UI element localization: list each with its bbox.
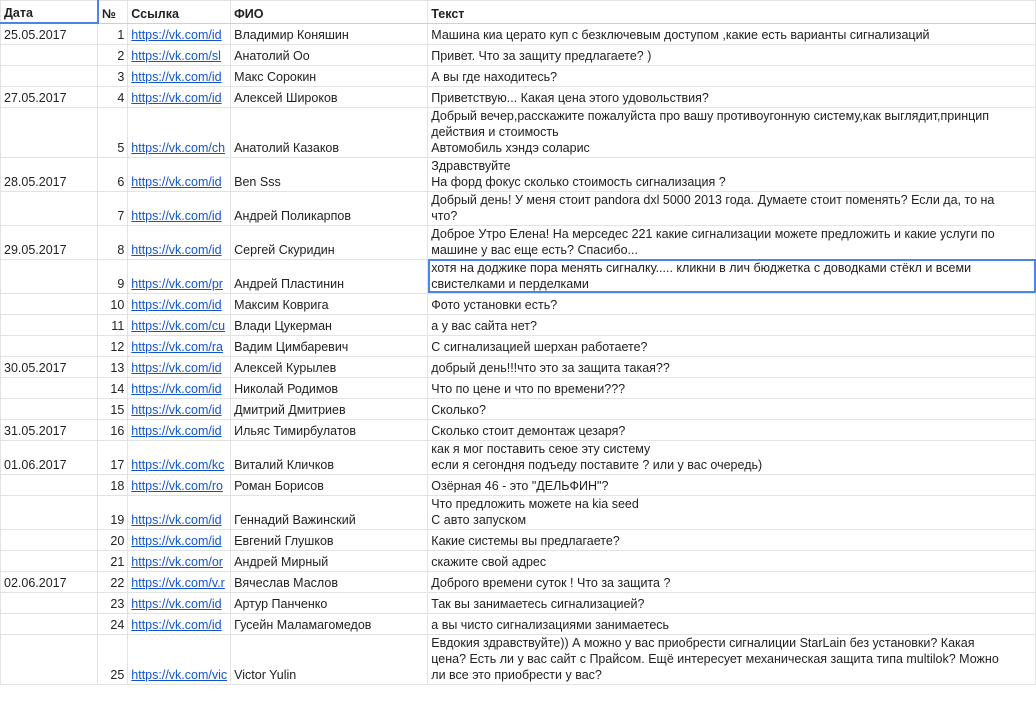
number-cell[interactable]: 17 [98, 440, 128, 474]
message-text-cell[interactable] [428, 592, 1036, 613]
link-cell[interactable]: https://vk.com/id [128, 529, 231, 550]
name-cell[interactable]: Ильяс Тимирбулатов [231, 419, 428, 440]
date-cell[interactable] [1, 495, 98, 529]
name-cell[interactable]: Алексей Широков [231, 86, 428, 107]
link-cell[interactable]: https://vk.com/ro [128, 474, 231, 495]
table-row [1, 377, 1036, 398]
date-cell[interactable] [1, 107, 98, 157]
message-text [431, 226, 1032, 258]
message-line: цена? Есть ли у вас сайт с Прайсом. Ещё интересует механическая защита типа multilok? Можно [431, 651, 999, 666]
name-cell[interactable]: Роман Борисов [231, 474, 428, 495]
name-cell[interactable]: Артур Панченко [231, 592, 428, 613]
message-text [431, 596, 1032, 612]
date-cell[interactable] [1, 613, 98, 634]
message-line: а вы чисто сигнализациями занимаетесь [431, 617, 670, 632]
table-row [1, 571, 1036, 592]
name-cell[interactable]: Анатолий Казаков [231, 107, 428, 157]
link-cell[interactable]: https://vk.com/id [128, 86, 231, 107]
message-text [431, 27, 1032, 43]
name-cell[interactable]: Макс Сорокин [231, 65, 428, 86]
name-cell[interactable]: Гусейн Маламагомедов [231, 613, 428, 634]
number-cell[interactable]: 11 [98, 314, 128, 335]
link-cell[interactable]: https://vk.com/id [128, 157, 231, 191]
date-cell[interactable]: 30.05.2017 [1, 356, 98, 377]
name-cell[interactable]: Владимир Коняшин [231, 23, 428, 44]
message-line: ли все это приобрести у вас? [431, 667, 602, 682]
date-cell[interactable] [1, 191, 98, 225]
date-cell[interactable] [1, 592, 98, 613]
message-text [431, 158, 1032, 190]
table-row [1, 356, 1036, 377]
number-cell[interactable]: 10 [98, 293, 128, 314]
date-cell[interactable] [1, 474, 98, 495]
message-text-cell[interactable] [428, 107, 1036, 157]
number-cell[interactable]: 21 [98, 550, 128, 571]
table-row [1, 293, 1036, 314]
message-line: Евдокия здравствуйте)) А можно у вас приобрести сигналиции StarLain без установки? Какая [431, 635, 975, 650]
link-cell[interactable]: https://vk.com/ch [128, 107, 231, 157]
table-row [1, 86, 1036, 107]
link-cell[interactable]: https://vk.com/id [128, 419, 231, 440]
number-cell[interactable]: 12 [98, 335, 128, 356]
link-cell[interactable]: https://vk.com/id [128, 398, 231, 419]
number-cell[interactable]: 5 [98, 107, 128, 157]
date-cell[interactable] [1, 259, 98, 293]
message-text [431, 496, 1032, 528]
message-text-cell[interactable] [428, 613, 1036, 634]
number-cell[interactable]: 22 [98, 571, 128, 592]
column-header-name[interactable]: ФИО [231, 1, 428, 24]
number-cell[interactable]: 2 [98, 44, 128, 65]
message-line: Добрый вечер,расскажите пожалуйста про вашу противоугонную систему,как выглядит,принцип [431, 108, 990, 123]
name-cell[interactable]: Андрей Пластинин [231, 259, 428, 293]
table-row [1, 398, 1036, 419]
message-text-cell[interactable] [428, 529, 1036, 550]
message-text-cell[interactable] [428, 86, 1036, 107]
name-cell[interactable]: Анатолий Оо [231, 44, 428, 65]
message-line: С авто запуском [431, 512, 527, 527]
link-cell[interactable]: https://vk.com/id [128, 65, 231, 86]
message-text-cell[interactable] [428, 23, 1036, 44]
message-text-cell[interactable] [428, 44, 1036, 65]
number-cell[interactable]: 24 [98, 613, 128, 634]
message-line: свистелками и перделками [431, 276, 589, 291]
number-cell[interactable]: 14 [98, 377, 128, 398]
table-row [1, 634, 1036, 684]
number-cell[interactable]: 18 [98, 474, 128, 495]
message-line: Сколько стоит демонтаж цезаря? [431, 423, 626, 438]
message-line: Фото установки есть? [431, 297, 558, 312]
number-cell[interactable]: 13 [98, 356, 128, 377]
number-cell[interactable]: 23 [98, 592, 128, 613]
link-cell[interactable]: https://vk.com/id [128, 356, 231, 377]
message-text [431, 192, 1032, 224]
table-row [1, 157, 1036, 191]
date-cell[interactable] [1, 44, 98, 65]
message-text [431, 554, 1032, 570]
message-text [431, 617, 1032, 633]
link-cell[interactable]: https://vk.com/id [128, 23, 231, 44]
column-header-date[interactable]: Дата [1, 1, 98, 24]
message-text [431, 423, 1032, 439]
table-row [1, 259, 1036, 293]
link-cell[interactable]: https://vk.com/id [128, 225, 231, 259]
message-text [431, 402, 1032, 418]
name-cell[interactable]: Victor Yulin [231, 634, 428, 684]
message-text [431, 478, 1032, 494]
table-row [1, 419, 1036, 440]
message-text-cell[interactable] [428, 259, 1036, 293]
table-row [1, 529, 1036, 550]
message-text [431, 575, 1032, 591]
message-text [431, 381, 1032, 397]
message-text-cell[interactable] [428, 356, 1036, 377]
name-cell[interactable]: Евгений Глушков [231, 529, 428, 550]
link-cell[interactable]: https://vk.com/sl [128, 44, 231, 65]
message-line: Здравствуйте [431, 158, 511, 173]
table-row [1, 107, 1036, 157]
message-line: На форд фокус сколько стоимость сигнализация ? [431, 174, 726, 189]
date-cell[interactable]: 31.05.2017 [1, 419, 98, 440]
message-text [431, 108, 1032, 156]
number-cell[interactable]: 6 [98, 157, 128, 191]
number-cell[interactable]: 16 [98, 419, 128, 440]
header-row [1, 1, 1036, 24]
name-cell[interactable]: Сергей Скуридин [231, 225, 428, 259]
name-cell[interactable]: Алексей Курылев [231, 356, 428, 377]
table-row [1, 44, 1036, 65]
name-cell[interactable]: Дмитрий Дмитриев [231, 398, 428, 419]
number-cell[interactable]: 4 [98, 86, 128, 107]
message-text [431, 533, 1032, 549]
message-line: Доброе Утро Елена! На мерседес 221 какие сигнализации можете предложить и какие услуги по [431, 226, 995, 241]
message-line: Приветствую... Какая цена этого удовольствия? [431, 90, 709, 105]
number-cell[interactable]: 1 [98, 23, 128, 44]
link-cell[interactable]: https://vk.com/id [128, 293, 231, 314]
name-cell[interactable]: Вячеслав Маслов [231, 571, 428, 592]
table-row [1, 335, 1036, 356]
message-line: если я сегондня подъеду поставите ? или у вас очередь) [431, 457, 763, 472]
name-cell[interactable]: Геннадий Важинский [231, 495, 428, 529]
date-cell[interactable]: 27.05.2017 [1, 86, 98, 107]
name-cell[interactable]: Влади Цукерман [231, 314, 428, 335]
link-cell[interactable]: https://vk.com/vic [128, 634, 231, 684]
name-cell[interactable]: Ben Sss [231, 157, 428, 191]
message-text-cell[interactable] [428, 377, 1036, 398]
link-cell[interactable]: https://vk.com/kc [128, 440, 231, 474]
link-cell[interactable]: https://vk.com/id [128, 191, 231, 225]
message-text-cell[interactable] [428, 419, 1036, 440]
table-row [1, 550, 1036, 571]
link-cell[interactable]: https://vk.com/id [128, 495, 231, 529]
message-text [431, 635, 1032, 683]
message-text-cell[interactable] [428, 495, 1036, 529]
link-cell[interactable]: https://vk.com/v.r [128, 571, 231, 592]
date-cell[interactable]: 29.05.2017 [1, 225, 98, 259]
message-line: как я мог поставить сеюе эту систему [431, 441, 651, 456]
date-cell[interactable]: 02.06.2017 [1, 571, 98, 592]
date-cell[interactable] [1, 398, 98, 419]
message-text [431, 339, 1032, 355]
column-header-link[interactable]: Ссылка [128, 1, 231, 24]
date-cell[interactable] [1, 550, 98, 571]
message-text-cell[interactable] [428, 191, 1036, 225]
link-cell[interactable]: https://vk.com/pr [128, 259, 231, 293]
message-line: Так вы занимаетесь сигнализацией? [431, 596, 645, 611]
link-cell[interactable]: https://vk.com/id [128, 592, 231, 613]
table-row [1, 440, 1036, 474]
name-cell[interactable]: Андрей Мирный [231, 550, 428, 571]
message-text-cell[interactable] [428, 225, 1036, 259]
message-line: Доброго времени суток ! Что за защита ? [431, 575, 671, 590]
number-cell[interactable]: 8 [98, 225, 128, 259]
table-row [1, 225, 1036, 259]
table-row [1, 23, 1036, 44]
message-text-cell[interactable] [428, 440, 1036, 474]
message-text-cell[interactable] [428, 634, 1036, 684]
message-text-cell[interactable] [428, 474, 1036, 495]
link-cell[interactable]: https://vk.com/cu [128, 314, 231, 335]
table-row [1, 613, 1036, 634]
date-cell[interactable] [1, 634, 98, 684]
date-cell[interactable] [1, 65, 98, 86]
message-text [431, 297, 1032, 313]
name-cell[interactable]: Николай Родимов [231, 377, 428, 398]
message-text-cell[interactable] [428, 65, 1036, 86]
table-row [1, 191, 1036, 225]
name-cell[interactable]: Максим Коврига [231, 293, 428, 314]
name-cell[interactable]: Андрей Поликарпов [231, 191, 428, 225]
message-line: машине у вас еще есть? Спасибо... [431, 242, 638, 257]
message-text [431, 90, 1032, 106]
message-text [431, 69, 1032, 85]
name-cell[interactable]: Вадим Цимбаревич [231, 335, 428, 356]
column-header-text[interactable]: Текст [428, 1, 1036, 24]
message-line: действия и стоимость [431, 124, 559, 139]
table-row [1, 592, 1036, 613]
message-line: хотя на доджике пора менять сигналку..... кликни в лич бюджетка с доводками стёкл и всеми [431, 260, 972, 275]
message-line: Машина киа церато куп с безключевым доступом ,какие есть варианты сигнализаций [431, 27, 930, 42]
number-cell[interactable]: 7 [98, 191, 128, 225]
number-cell[interactable]: 19 [98, 495, 128, 529]
number-cell[interactable]: 9 [98, 259, 128, 293]
date-cell[interactable] [1, 529, 98, 550]
message-line: а у вас сайта нет? [431, 318, 537, 333]
date-cell[interactable] [1, 314, 98, 335]
message-text [431, 360, 1032, 376]
date-cell[interactable]: 01.06.2017 [1, 440, 98, 474]
link-cell[interactable]: https://vk.com/ra [128, 335, 231, 356]
date-cell[interactable] [1, 335, 98, 356]
number-cell[interactable]: 15 [98, 398, 128, 419]
date-cell[interactable]: 25.05.2017 [1, 23, 98, 44]
message-line: скажите свой адрес [431, 554, 547, 569]
link-cell[interactable]: https://vk.com/or [128, 550, 231, 571]
date-cell[interactable] [1, 293, 98, 314]
message-line: Озёрная 46 - это "ДЕЛЬФИН"? [431, 478, 609, 493]
message-line: С сигнализацией шерхан работаете? [431, 339, 648, 354]
number-cell[interactable]: 25 [98, 634, 128, 684]
number-cell[interactable]: 3 [98, 65, 128, 86]
table-row [1, 65, 1036, 86]
message-line: Что предложить можете на kia seed [431, 496, 639, 511]
message-line: Добрый день! У меня стоит pandora dxl 5000 2013 года. Думаете стоит поменять? Если да, то на [431, 192, 995, 207]
name-cell[interactable]: Виталий Кличков [231, 440, 428, 474]
message-text [431, 318, 1032, 334]
message-line: Какие системы вы предлагаете? [431, 533, 620, 548]
message-text [431, 260, 1032, 292]
table-row [1, 474, 1036, 495]
message-text-cell[interactable] [428, 314, 1036, 335]
message-line: Привет. Что за защиту предлагаете? ) [431, 48, 652, 63]
link-cell[interactable]: https://vk.com/id [128, 377, 231, 398]
date-cell[interactable]: 28.05.2017 [1, 157, 98, 191]
message-text-cell[interactable] [428, 335, 1036, 356]
message-line: добрый день!!!что это за защита такая?? [431, 360, 670, 375]
message-text-cell[interactable] [428, 157, 1036, 191]
message-text [431, 48, 1032, 64]
message-text-cell[interactable] [428, 398, 1036, 419]
column-header-num[interactable]: № [98, 1, 128, 24]
date-cell[interactable] [1, 377, 98, 398]
message-line: Автомобиль хэндэ соларис [431, 140, 590, 155]
table-row [1, 314, 1036, 335]
message-line: А вы где находитесь? [431, 69, 558, 84]
message-line: что? [431, 208, 458, 223]
message-line: Сколько? [431, 402, 486, 417]
table-row [1, 495, 1036, 529]
link-cell[interactable]: https://vk.com/id [128, 613, 231, 634]
message-text [431, 441, 1032, 473]
message-text-cell[interactable] [428, 293, 1036, 314]
message-text-cell[interactable] [428, 571, 1036, 592]
message-text-cell[interactable] [428, 550, 1036, 571]
message-line: Что по цене и что по времени??? [431, 381, 626, 396]
number-cell[interactable]: 20 [98, 529, 128, 550]
